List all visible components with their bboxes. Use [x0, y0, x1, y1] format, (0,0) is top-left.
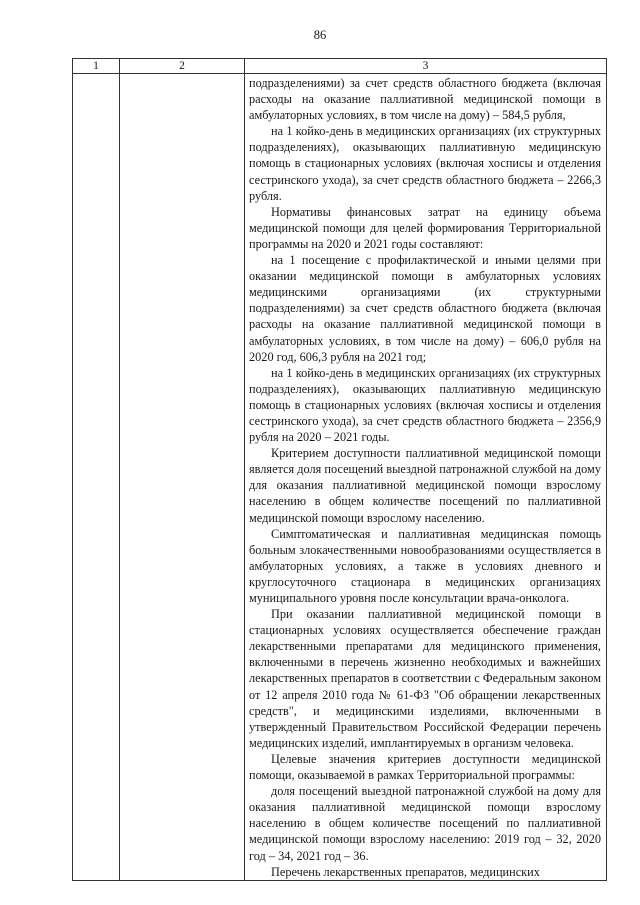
- column-3-cell: [245, 74, 607, 881]
- paragraph: доля посещений выездной патронажной службой на дому для оказания паллиативной медицинской помощи взрослому населению в общем количестве посещений по паллиативной медицинской помощи взрослому населению: 2019 год – 32, 2020 год – 34, 2021 год – 36.: [249, 784, 601, 863]
- column-header-2: 2: [120, 59, 245, 74]
- paragraph: Перечень лекарственных препаратов, медицинских: [271, 864, 540, 879]
- column-3-text: [245, 74, 606, 880]
- column-2-cell: [120, 74, 245, 881]
- table-header-row: [73, 59, 607, 74]
- paragraph: При оказании паллиативной медицинской помощи в стационарных условиях осуществляется обеспечение граждан лекарственными препаратами для медицинского применения, включенными в перечень жизненно необходимых и важнейших лекарственных препаратов в соответствии с Федеральным законом от 12 апреля 2010 года № 61-ФЗ "Об обращении лекарственных средств", и медицинскими изделиями, включенными в утвержденный Правительством Российской Федерации перечень медицинских изделий, имплантируемых в организм человека.: [249, 607, 601, 750]
- table-body-row: [73, 74, 607, 881]
- page-number: 86: [313, 28, 327, 42]
- paragraph: Критерием доступности паллиативной медицинской помощи является доля посещений выездной патронажной службой на дому для оказания паллиативной медицинской помощи взрослому населению в общем количестве посещений по паллиативной медицинской помощи взрослому населению.: [249, 446, 601, 525]
- paragraph: Симптоматическая и паллиативная медицинская помощь больным злокачественными новообразованиями осуществляется в амбулаторных условиях, а также в условиях дневного и круглосуточного стационара в медицинских организациях муниципального уровня после консультации врача-онколога.: [249, 526, 601, 605]
- column-1-cell: [73, 74, 120, 881]
- paragraph: на 1 посещение с профилактической и иными целями при оказании медицинской помощи в амбулаторных условиях медицинскими организациями (их структурными подразделениями) за счет средств областного бюджета (включая расходы на оказание паллиативной медицинской помощи в амбулаторных условиях, в том числе на дому) – 606,0 рубля на 2020 год, 606,3 рубля на 2021 год;: [249, 253, 601, 364]
- document-table: [72, 58, 607, 881]
- paragraph: Нормативы финансовых затрат на единицу объема медицинской помощи для целей формирования Территориальной программы на 2020 и 2021 годы составляют:: [249, 204, 601, 251]
- paragraph: на 1 койко-день в медицинских организациях (их структурных подразделениях), оказывающих паллиативную медицинскую помощь в стационарных условиях (включая хосписы и отделения сестринского ухода), за счет средств областного бюджета – 2356,9 рубля на 2020 – 2021 годы.: [249, 365, 601, 445]
- column-header-1: 1: [73, 59, 120, 74]
- column-header-3: 3: [245, 59, 607, 74]
- paragraph: подразделениями) за счет средств областного бюджета (включая расходы на оказание паллиативной медицинской помощи в амбулаторных условиях, в том числе на дому) – 584,5 рубля,: [249, 76, 601, 123]
- paragraph: Целевые значения критериев доступности медицинской помощи, оказываемой в рамках Территориальной программы:: [249, 751, 601, 783]
- paragraph: на 1 койко-день в медицинских организациях (их структурных подразделениях), оказывающих паллиативную медицинскую помощь в стационарных условиях (включая хосписы и отделения сестринского ухода), за счет средств областного бюджета – 2266,3 рубля.: [249, 124, 601, 203]
